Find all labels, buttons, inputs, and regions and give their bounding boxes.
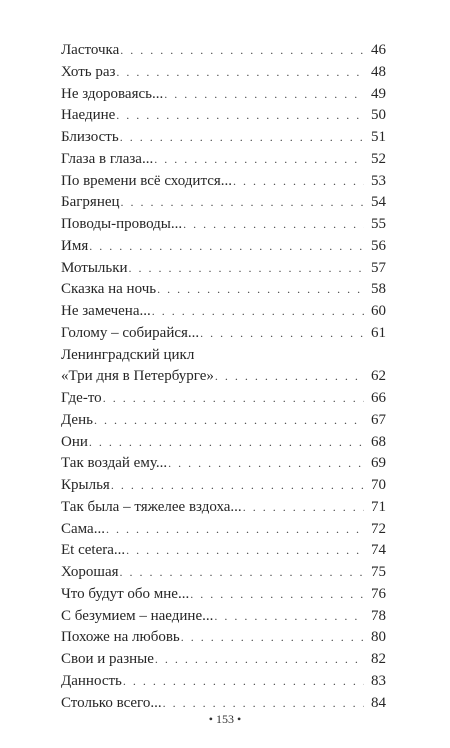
toc-entry-title: Et cetera... — [61, 542, 126, 559]
toc-dot-leader — [111, 475, 364, 497]
toc-entry-title: Глаза в глаза... — [61, 150, 154, 167]
toc-entry[interactable] — [61, 497, 386, 519]
toc-dot-leader — [215, 366, 364, 388]
toc-entry-title: Голому – собирайся... — [61, 324, 200, 341]
toc-entry[interactable] — [61, 62, 386, 84]
toc-dot-leader — [123, 671, 364, 693]
toc-entry[interactable] — [61, 540, 386, 562]
toc-entry[interactable] — [61, 105, 386, 127]
toc-entry-title: Столько всего... — [61, 694, 162, 711]
toc-entry-page: 54 — [371, 194, 386, 211]
toc-dot-leader — [181, 627, 364, 649]
toc-entry-page: 66 — [371, 390, 386, 406]
toc-dot-leader — [103, 388, 364, 410]
toc-entry[interactable] — [61, 149, 386, 171]
toc-entry-page: 46 — [371, 42, 386, 58]
toc-dot-leader — [157, 279, 364, 301]
toc-entry[interactable] — [61, 519, 386, 541]
toc-entry-title: Близость — [61, 129, 119, 145]
toc-entry-page: 48 — [371, 63, 386, 80]
toc-entry[interactable] — [61, 258, 386, 280]
toc-entry-title: День — [61, 411, 93, 428]
toc-entry[interactable] — [61, 584, 386, 606]
page-number: • 153 • — [208, 712, 242, 726]
toc-dot-leader — [155, 649, 364, 671]
toc-entry-title: Не здороваясь... — [61, 85, 164, 102]
toc-entry[interactable] — [61, 562, 386, 584]
toc-entry-page: 53 — [371, 172, 386, 189]
toc-dot-leader — [89, 236, 364, 258]
toc-entry-title: Хоть раз — [61, 63, 116, 80]
toc-dot-leader — [168, 453, 364, 475]
toc-entry[interactable] — [61, 693, 386, 715]
toc-entry[interactable] — [61, 432, 386, 454]
toc-entry-title: Так воздай ему... — [61, 455, 168, 472]
toc-entry-title: Не замечена... — [61, 303, 151, 319]
toc-entry-page: 68 — [371, 433, 386, 450]
toc-entry-page: 57 — [371, 259, 386, 276]
toc-entry[interactable] — [61, 127, 386, 149]
toc-entry-title: Данность — [61, 672, 122, 689]
toc-entry-title: Крылья — [61, 477, 110, 493]
toc-entry[interactable] — [61, 627, 386, 649]
toc-entry-title: Мотыльки — [61, 259, 128, 276]
toc-dot-leader — [154, 149, 364, 171]
toc-entry[interactable] — [61, 192, 386, 214]
toc-dot-leader — [120, 562, 365, 584]
toc-entry[interactable] — [61, 171, 386, 193]
toc-dot-leader — [129, 258, 364, 280]
toc-entry-page: 83 — [371, 672, 386, 689]
toc-entry-page: 70 — [371, 477, 386, 493]
toc-section-heading — [61, 345, 386, 367]
toc-entry-title: С безумием – наедине... — [61, 607, 214, 624]
toc-entry-page: 52 — [371, 150, 386, 167]
toc-entry[interactable] — [61, 236, 386, 258]
toc-entry-title: Поводы-проводы... — [61, 216, 183, 232]
toc-entry-page: 58 — [371, 281, 386, 298]
toc-dot-leader — [183, 214, 364, 236]
toc-entry-page: 82 — [371, 651, 386, 667]
table-of-contents — [61, 40, 386, 714]
toc-entry-page: 78 — [371, 607, 386, 624]
toc-entry[interactable] — [61, 279, 386, 301]
toc-dot-leader — [152, 301, 364, 323]
toc-dot-leader — [116, 62, 364, 84]
toc-entry[interactable] — [61, 410, 386, 432]
toc-entry-page: 50 — [371, 107, 386, 124]
toc-entry-title: «Три дня в Петербурге» — [61, 368, 214, 385]
toc-dot-leader — [116, 105, 364, 127]
toc-entry-page: 49 — [371, 85, 386, 102]
toc-entry-title: Ласточка — [61, 42, 120, 58]
toc-entry-title: Они — [61, 433, 88, 450]
toc-dot-leader — [164, 84, 364, 106]
toc-entry[interactable] — [61, 214, 386, 236]
toc-entry-page: 84 — [371, 694, 386, 711]
toc-entry-title: Так была – тяжелее вздоха... — [61, 498, 242, 515]
toc-dot-leader — [94, 410, 364, 432]
toc-entry-page: 60 — [371, 303, 386, 319]
toc-dot-leader — [233, 171, 364, 193]
toc-entry-title: Что будут обо мне... — [61, 585, 190, 602]
toc-dot-leader — [106, 519, 364, 541]
toc-entry[interactable] — [61, 40, 386, 62]
toc-entry[interactable] — [61, 301, 386, 323]
toc-entry-page: 55 — [371, 216, 386, 232]
toc-dot-leader — [120, 127, 364, 149]
toc-entry-page: 75 — [371, 564, 386, 580]
toc-dot-leader — [120, 40, 364, 62]
toc-dot-leader — [126, 540, 364, 562]
toc-entry-page: 71 — [371, 498, 386, 515]
toc-entry[interactable] — [61, 453, 386, 475]
toc-entry-title: Свои и разные — [61, 651, 154, 667]
toc-entry-title: Имя — [61, 237, 89, 254]
toc-entry-page: 56 — [371, 237, 386, 254]
toc-entry-page: 67 — [371, 411, 386, 428]
toc-entry-page: 51 — [371, 129, 386, 145]
toc-dot-leader — [163, 693, 364, 715]
toc-entry[interactable] — [61, 649, 386, 671]
toc-entry-title: Наедине — [61, 107, 116, 124]
toc-entry-page: 76 — [371, 585, 386, 602]
toc-entry-page: 61 — [371, 324, 386, 341]
toc-entry-page: 62 — [371, 368, 386, 385]
toc-dot-leader — [89, 432, 364, 454]
toc-entry-title: Где-то — [61, 390, 102, 406]
toc-dot-leader — [190, 584, 364, 606]
toc-dot-leader — [214, 606, 364, 628]
toc-entry[interactable] — [61, 475, 386, 497]
toc-entry-title: Багрянец — [61, 194, 120, 211]
toc-entry[interactable] — [61, 84, 386, 106]
toc-entry[interactable] — [61, 323, 386, 345]
toc-entry-title: Похоже на любовь — [61, 629, 180, 646]
toc-entry-page: 69 — [371, 455, 386, 472]
toc-dot-leader — [200, 323, 364, 345]
toc-entry-title: Сказка на ночь — [61, 281, 157, 298]
toc-entry[interactable] — [61, 671, 386, 693]
toc-entry-title: Хорошая — [61, 564, 119, 580]
toc-entry[interactable] — [61, 366, 386, 388]
toc-entry-page: 74 — [371, 542, 386, 559]
toc-entry[interactable] — [61, 388, 386, 410]
toc-section-title: Ленинградский цикл — [61, 346, 195, 363]
toc-entry-title: Сама... — [61, 520, 105, 537]
toc-entry-page: 80 — [371, 629, 386, 646]
toc-dot-leader — [243, 497, 364, 519]
toc-entry[interactable] — [61, 606, 386, 628]
toc-dot-leader — [121, 192, 364, 214]
toc-entry-title: По времени всё сходится... — [61, 172, 232, 189]
toc-entry-page: 72 — [371, 520, 386, 537]
